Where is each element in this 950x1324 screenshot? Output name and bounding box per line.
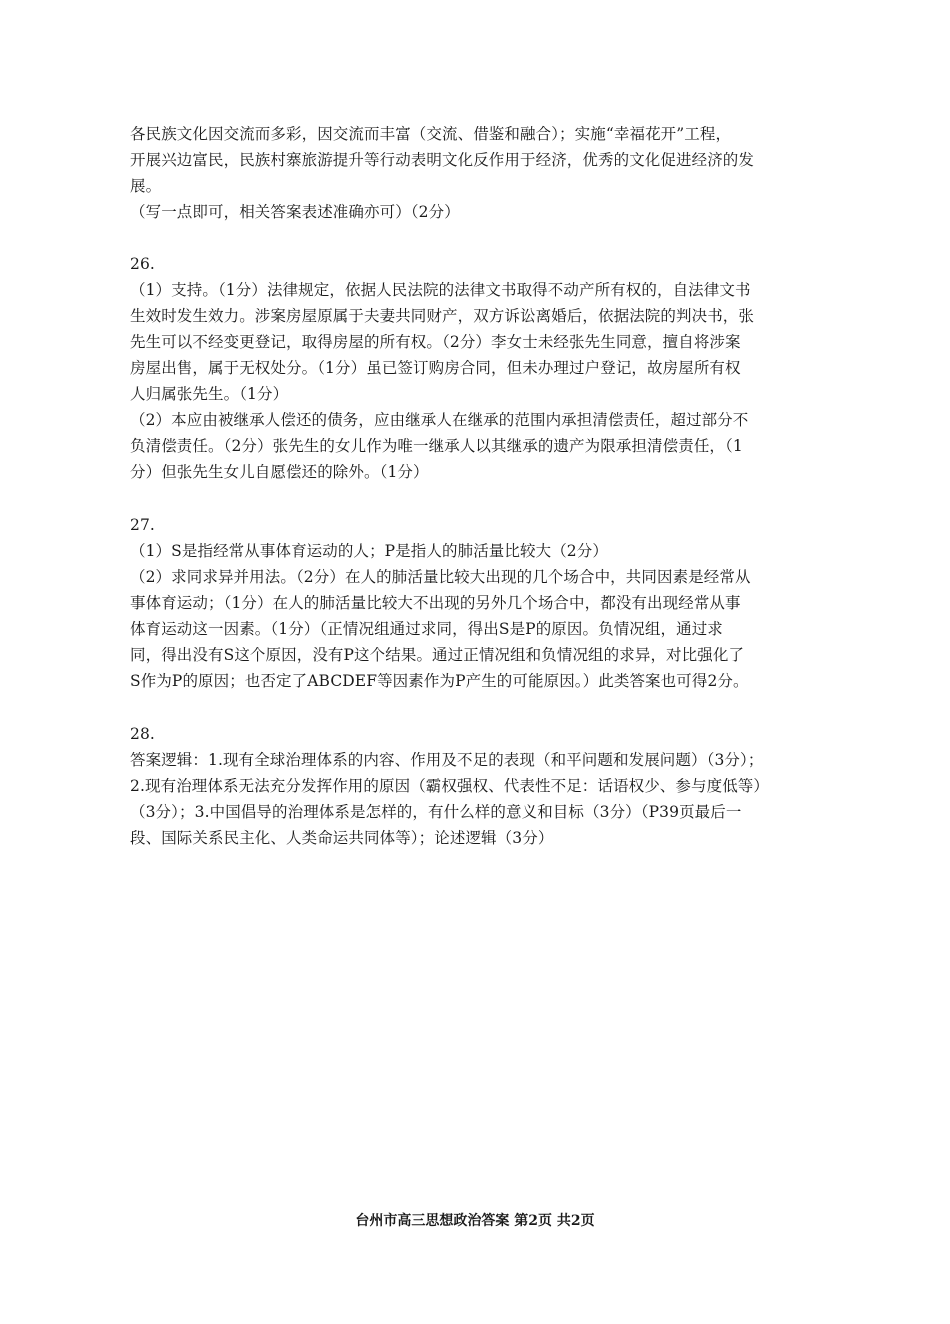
text-line: （1）S是指经常从事体育运动的人；P是指人的肺活量比较大（2分） bbox=[130, 542, 608, 560]
text-line: 生效时发生效力。涉案房屋原属于夫妻共同财产，双方诉讼离婚后，依据法院的判决书，张 bbox=[130, 307, 755, 325]
text-line: 2.现有治理体系无法充分发挥作用的原因（霸权强权、代表性不足：话语权少、参与度低等） bbox=[130, 777, 769, 795]
text-line: 负清偿责任。（2分）张先生的女儿作为唯一继承人以其继承的遗产为限承担清偿责任，（1 bbox=[130, 437, 743, 455]
text-line: S作为P的原因；也否定了ABCDEF等因素作为P产生的可能原因。）此类答案也可得2分。 bbox=[130, 672, 749, 690]
page-footer: 台州市高三思想政治答案 第2页 共2页 bbox=[355, 1213, 595, 1229]
text-line: 先生可以不经变更登记，取得房屋的所有权。（2分）李女士未经张先生同意，擅自将涉案 bbox=[130, 333, 741, 351]
text-line: （2）本应由被继承人偿还的债务，应由继承人在继承的范围内承担清偿责任，超过部分不 bbox=[130, 411, 749, 429]
text-line: 事体育运动；（1分）在人的肺活量比较大不出现的另外几个场合中，都没有出现经常从事 bbox=[130, 594, 741, 612]
question-number: 26. bbox=[130, 255, 155, 273]
text-line: 开展兴边富民，民族村寨旅游提升等行动表明文化反作用于经济，优秀的文化促进经济的发 bbox=[130, 151, 755, 169]
text-line: 分）但张先生女儿自愿偿还的除外。（1分） bbox=[130, 463, 429, 481]
text-line: 答案逻辑：1.现有全球治理体系的内容、作用及不足的表现（和平问题和发展问题）（3分）； bbox=[130, 751, 764, 769]
text-line: 房屋出售，属于无权处分。（1分）虽已签订购房合同，但未办理过户登记，故房屋所有权 bbox=[130, 359, 741, 377]
text-line: 展。 bbox=[130, 177, 162, 195]
text-line: 段、国际关系民主化、人类命运共同体等）；论述逻辑（3分） bbox=[130, 829, 554, 847]
text-line: 各民族文化因交流而多彩，因交流而丰富（交流、借鉴和融合）；实施“幸福花开”工程， bbox=[130, 125, 732, 143]
text-line: （1）支持。（1分）法律规定，依据人民法院的法律文书取得不动产所有权的，自法律文书 bbox=[130, 281, 751, 299]
text-line: （2）求同求异并用法。（2分）在人的肺活量比较大出现的几个场合中，共同因素是经常从 bbox=[130, 568, 751, 586]
text-line: （3分）；3.中国倡导的治理体系是怎样的，有什么样的意义和目标（3分）（P39页最后一 bbox=[130, 803, 742, 821]
text-line: （写一点即可，相关答案表述准确亦可）（2分） bbox=[130, 203, 460, 221]
question-number: 27. bbox=[130, 516, 155, 534]
question-number: 28. bbox=[130, 725, 155, 743]
text-line: 同，得出没有S这个原因，没有P这个结果。通过正情况组和负情况组的求异，对比强化了 bbox=[130, 646, 745, 664]
text-line: 人归属张先生。（1分） bbox=[130, 385, 289, 403]
text-line: 体育运动这一因素。（1分）（正情况组通过求同，得出S是P的原因。负情况组，通过求 bbox=[130, 620, 723, 638]
